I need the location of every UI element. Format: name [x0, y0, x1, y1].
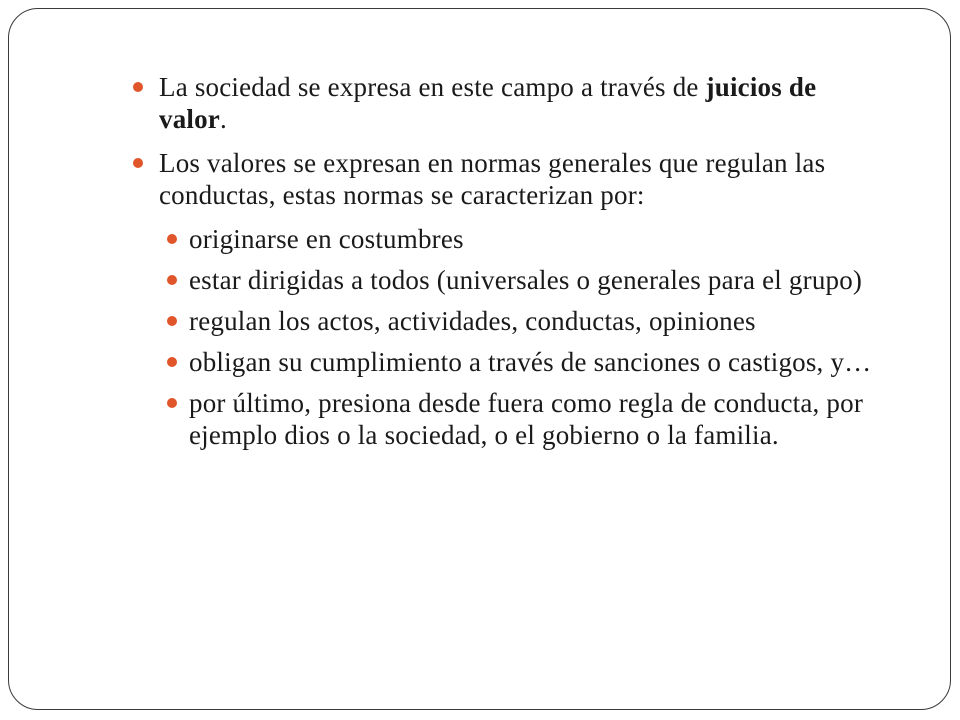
- list-item-text: Los valores se expresan en normas generales que regulan las conductas, estas normas se caracterizan por:: [159, 148, 826, 210]
- bullet-icon: [167, 316, 177, 326]
- bullet-icon: [167, 275, 177, 285]
- bullet-icon: [167, 398, 177, 408]
- sub-list-item: [129, 305, 889, 337]
- sub-list-item: [129, 387, 889, 451]
- bullet-icon: [167, 357, 177, 367]
- bullet-icon: [133, 158, 143, 168]
- bullet-icon: [167, 234, 177, 244]
- list-item: [129, 71, 889, 135]
- slide-frame: [8, 8, 951, 710]
- sub-list-item: [129, 223, 889, 255]
- sub-list-item-text: originarse en costumbres: [189, 224, 464, 254]
- sub-list-item-text: estar dirigidas a todos (universales o generales para el grupo): [189, 265, 863, 295]
- bold-phrase: juicios de valor: [159, 72, 817, 134]
- list-item: [129, 147, 889, 211]
- sub-list-item: [129, 264, 889, 296]
- sub-list-item-text: por último, presiona desde fuera como regla de conducta, por ejemplo dios o la sociedad, o el gobierno o la familia.: [189, 388, 864, 450]
- sub-list-item: [129, 346, 889, 378]
- bullet-list: [129, 71, 889, 460]
- sub-list-item-text: regulan los actos, actividades, conductas, opiniones: [189, 306, 756, 336]
- list-item-text: La sociedad se expresa en este campo a través de juicios de valor.: [159, 72, 817, 134]
- bullet-icon: [133, 82, 143, 92]
- sub-list-item-text: obligan su cumplimiento a través de sanciones o castigos, y…: [189, 347, 872, 377]
